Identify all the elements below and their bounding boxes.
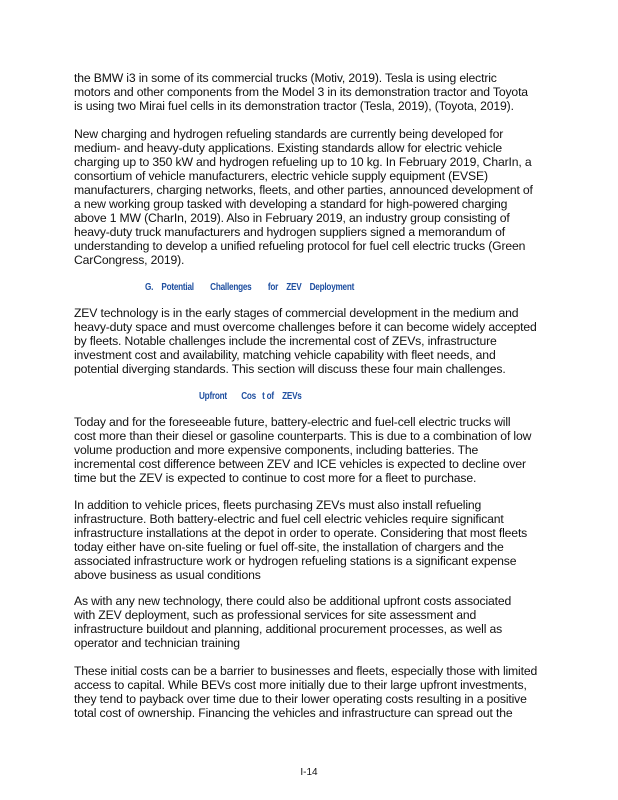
- text-line: associated infrastructure work or hydrogen refueling stations is a significant expense: [74, 554, 517, 568]
- text-line: with ZEV deployment, such as professional services for site assessment and: [74, 608, 477, 622]
- text-line: the BMW i3 in some of its commercial trucks (Motiv, 2019). Tesla is using electric: [74, 71, 497, 85]
- text-line: access to capital. While BEVs cost more initially due to their large upfront investments,: [74, 678, 527, 692]
- text-line: consortium of vehicle manufacturers, electric vehicle supply equipment (EVSE): [74, 169, 488, 183]
- text-line: today either have on-site fueling or fuel off-site, the installation of chargers and the: [74, 540, 504, 554]
- text-line: total cost of ownership. Financing the vehicles and infrastructure can spread out the: [74, 706, 513, 720]
- text-line: understanding to develop a unified refueling protocol for fuel cell electric trucks (Green: [74, 239, 526, 253]
- paragraph-charging-standards: [74, 127, 554, 267]
- text-line: CarCongress, 2019).: [74, 253, 185, 267]
- text-line: volume production and more expensive components, including batteries. The: [74, 443, 479, 457]
- text-line: potential diverging standards. This section will discuss these four main challenges.: [74, 362, 506, 376]
- text-line: charging up to 350 kW and hydrogen refueling up to 10 kg. In February 2019, CharIn, a: [74, 155, 532, 169]
- section-heading-g: G. Potential Challenges for ZEV Deployment: [145, 281, 355, 293]
- text-line: As with any new technology, there could also be additional upfront costs associated: [74, 594, 512, 608]
- text-line: they tend to payback over time due to their lower operating costs resulting in a positive: [74, 692, 527, 706]
- paragraph-cost-barriers: [74, 664, 554, 720]
- text-line: infrastructure installations at the depot in order to operate. Considering that most fleets: [74, 526, 528, 540]
- text-line: cost more than their diesel or gasoline counterparts. This is due to a combination of low: [74, 429, 532, 443]
- text-line: New charging and hydrogen refueling standards are currently being developed for: [74, 127, 504, 141]
- text-line: In addition to vehicle prices, fleets purchasing ZEVs must also install refueling: [74, 498, 482, 512]
- paragraph-zev-challenges: [74, 306, 554, 376]
- text-line: manufacturers, charging networks, fleets, and other parties, announced development of: [74, 183, 533, 197]
- text-line: a new working group tasked with developing a standard for high-powered charging: [74, 197, 508, 211]
- text-line: operator and technician training: [74, 636, 240, 650]
- page-number: I-14: [300, 767, 318, 778]
- text-line: medium- and heavy-duty applications. Existing standards allow for electric vehicle: [74, 141, 503, 155]
- text-line: ZEV technology is in the early stages of commercial development in the medium and: [74, 306, 519, 320]
- text-line: These initial costs can be a barrier to businesses and fleets, especially those with limited: [74, 664, 538, 678]
- text-line: investment cost and availability, matching vehicle capability with fleet needs, and: [74, 348, 496, 362]
- paragraph-vehicle-cost: [74, 415, 554, 485]
- text-line: Today and for the foreseeable future, battery-electric and fuel-cell electric trucks will: [74, 415, 511, 429]
- paragraph-zev-components: [74, 71, 554, 113]
- paragraph-additional-costs: [74, 594, 554, 650]
- text-line: incremental cost difference between ZEV and ICE vehicles is expected to decline over: [74, 457, 526, 471]
- text-line: is using two Mirai fuel cells in its demonstration tractor (Tesla, 2019), (Toyota, 2019).: [74, 99, 514, 113]
- paragraph-infrastructure-cost: [74, 498, 554, 582]
- text-line: motors and other components from the Model 3 in its demonstration tractor and Toyota: [74, 85, 528, 99]
- text-line: infrastructure. Both battery-electric and fuel cell electric vehicles require significant: [74, 512, 504, 526]
- text-line: above 1 MW (CharIn, 2019). Also in February 2019, an industry group consisting of: [74, 211, 510, 225]
- text-line: infrastructure buildout and planning, additional procurement processes, as well as: [74, 622, 503, 636]
- text-line: heavy-duty space and must overcome challenges before it can become widely accepted: [74, 320, 537, 334]
- text-line: above business as usual conditions: [74, 568, 261, 582]
- text-line: heavy-duty truck manufacturers and hydrogen suppliers signed a memorandum of: [74, 225, 505, 239]
- text-line: by fleets. Notable challenges include the incremental cost of ZEVs, infrastructure: [74, 334, 497, 348]
- subsection-heading-upfront-cost: Upfront Cos t of ZEVs: [199, 390, 302, 402]
- text-line: time but the ZEV is expected to continue to cost more for a fleet to purchase.: [74, 471, 477, 485]
